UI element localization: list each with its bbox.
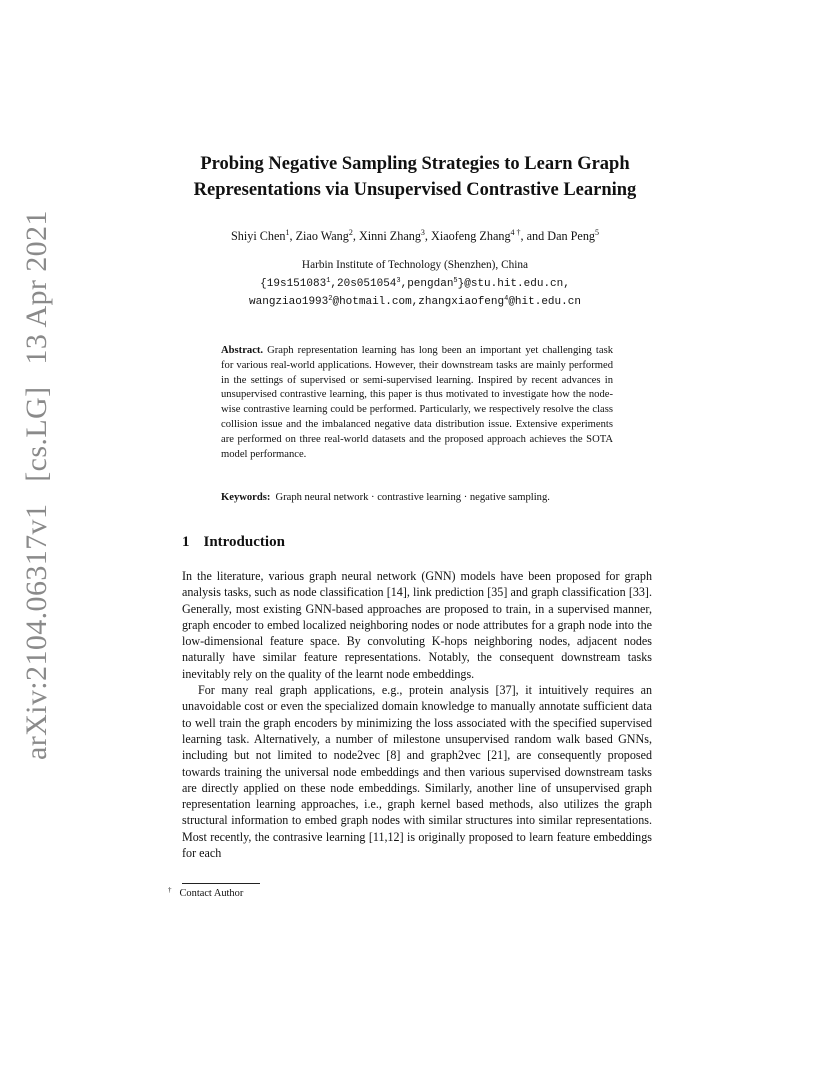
email-part: ,pengdan [400,277,454,290]
author-list [150,228,680,244]
author-separator: , [289,229,296,243]
email-part: @hotmail.com,zhangxiaofeng [332,296,505,308]
arxiv-date: 13 Apr 2021 [20,210,53,365]
introduction-body [182,568,652,861]
affiliation-block [150,258,680,311]
footnote-mark: † [168,886,172,894]
author-name: Ziao Wang [295,229,349,243]
section-heading [182,534,285,551]
paragraph: For many real graph applications, e.g., protein analysis [37], it intuitively requires an unavoidable cost or even the specialized domain knowledge to manually annotate sufficient data to well train the graph encoders by minimizing the loss associated with the specified supervised learning task. Alternatively, a number of milestone unsupervised random walk based GNNs, including but not limited to node2vec [8] and graph2vec [21], are consequently proposed towards training the universal node embeddings and then various supervised downstream tasks are directly applied on these node embeddings. Similarly, another line of unsupervised graph representation learning approaches, i.e., graph kernel based methods, also utilizes the graph structural information to embed graph nodes with similar structures into similar representations. Most recently, the contrasive learning [11,12] is originally proposed to learn feature embeddings for each [182,683,652,861]
author-mark: 4 † [510,228,521,237]
keywords-label: Keywords: [221,492,271,503]
email-part: ,20s051054 [330,277,397,290]
brace-open: { [260,277,267,290]
email-mark: 5 [453,276,458,285]
author-mark: 2 [348,228,353,237]
institution: Harbin Institute of Technology (Shenzhen), China [301,259,529,271]
author-mark: 5 [595,228,600,237]
email-part: wangziao1993 [249,296,329,308]
footnote-rule [182,883,260,884]
title-line: Representations via Unsupervised Contrastive Learning [193,180,637,200]
email-mark: 4 [504,295,509,303]
author-separator: , [424,229,432,243]
abstract [221,344,613,462]
email-line [150,274,680,293]
paper-title [150,151,680,203]
author-mark: 3 [420,228,425,237]
arxiv-category: [cs.LG] [20,386,53,482]
arxiv-stamp [20,196,54,760]
keywords [221,491,613,506]
abstract-label: Abstract. [221,345,264,356]
email-mark: 3 [396,276,401,285]
abstract-text: Graph representation learning has long been an important yet challenging task for various real-world applications. However, their downstream tasks are mainly performed in the settings of supervised or semi-supervised learning. Inspired by recent advances in unsupervised contrastive learning, this paper is thus motivated to investigate how the node-wise contrastive learning could be performed. Particularly, we respectively resolve the class collision issue and the imbalanced negative data distribution issue. Extensive experiments are performed on three real-world datasets and the proposed approach achieves the SOTA model performance. [221,345,613,460]
author-separator: , [352,229,359,243]
author-mark: 1 [285,228,290,237]
author-name: Xiaofeng Zhang [431,229,511,243]
email-domain: }@stu.hit.edu.cn, [457,277,570,290]
author-separator: , and [520,229,548,243]
section-number: 1 [182,534,190,550]
email-mark: 2 [328,295,333,303]
section-title: Introduction [203,534,285,550]
email-line [150,292,680,311]
title-line: Probing Negative Sampling Strategies to Learn Graph [200,154,630,174]
author-name: Dan Peng [547,229,596,243]
paragraph: In the literature, various graph neural network (GNN) models have been proposed for graph analysis tasks, such as node classification [14], link prediction [35] and graph classification [33]. Generally, most existing GNN-based approaches are proposed to train, in a supervised manner, graph encoder to embed localized neighboring nodes or node attributes for a graph node into the low-dimensional feature space. By convoluting K-hops neighboring nodes, adjacent nodes naturally have similar feature representations. Notably, the consequent downstream tasks inevitably rely on the quality of the learnt node embeddings. [182,569,652,681]
email-part: 19s151083 [266,277,327,290]
footnote-text: Contact Author [179,888,244,899]
email-mark: 1 [326,276,331,285]
arxiv-id: arXiv:2104.06317v1 [20,503,53,760]
email-domain: @hit.edu.cn [508,296,581,308]
keywords-text: Graph neural network · contrastive learning · negative sampling. [275,492,550,503]
author-name: Shiyi Chen [230,229,286,243]
author-name: Xinni Zhang [358,229,421,243]
footnote [168,886,243,899]
